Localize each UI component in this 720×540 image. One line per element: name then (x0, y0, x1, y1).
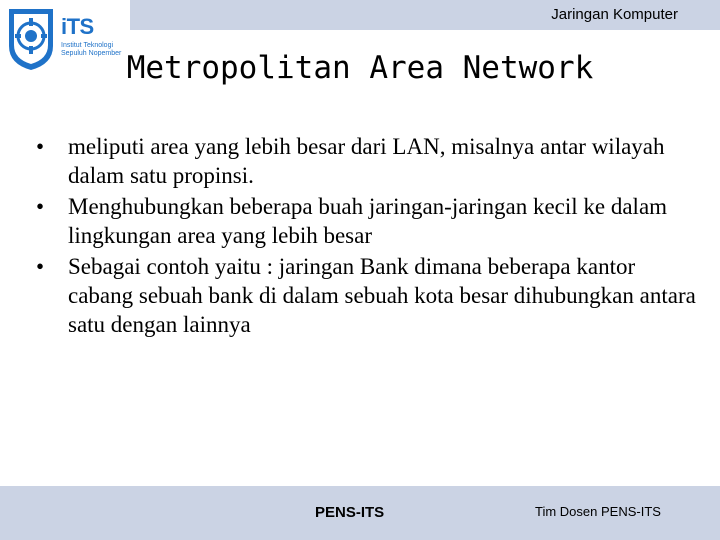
slide-title: Metropolitan Area Network (126, 50, 594, 86)
bullet-item (36, 252, 696, 339)
course-title: Jaringan Komputer (551, 6, 678, 23)
footer-author: Tim Dosen PENS-ITS (535, 504, 661, 519)
bullet-item (36, 132, 696, 190)
bullet-list (36, 132, 696, 341)
bullet-text: Sebagai contoh yaitu : jaringan Bank dimana beberapa kantor cabang sebuah bank di dalam sebuah kota besar dihubungkan antara satu dengan lainnya (68, 254, 696, 337)
bullet-item (36, 192, 696, 250)
bullet-text: meliputi area yang lebih besar dari LAN, misalnya antar wilayah dalam satu propinsi. (68, 134, 665, 188)
bullet-glyph: • (36, 134, 45, 159)
bullet-text: Menghubungkan beberapa buah jaringan-jaringan kecil ke dalam lingkungan area yang lebih besar (68, 194, 668, 248)
bullet-glyph: • (36, 194, 45, 219)
bullet-glyph: • (36, 254, 45, 279)
logo-wordmark: iTS (61, 14, 94, 39)
footer-institution: PENS-ITS (315, 504, 385, 521)
logo-subtitle: Institut Teknologi Sepuluh Nopember (61, 42, 122, 57)
header-band (130, 0, 720, 30)
